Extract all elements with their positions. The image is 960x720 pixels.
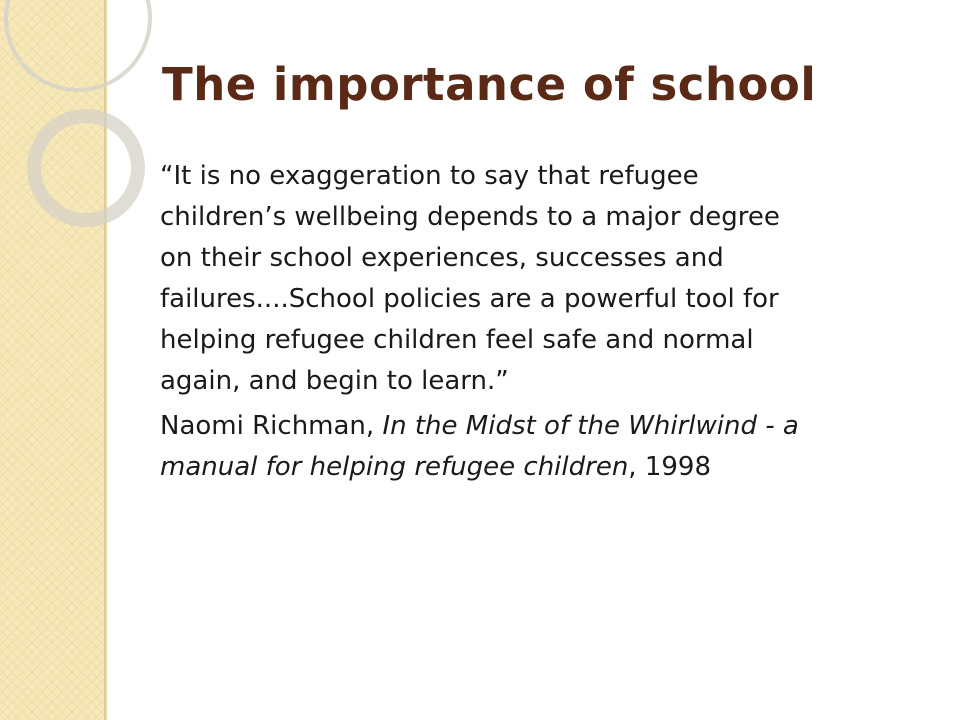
quote-line-5: helping refugee children feel safe and normal [160,325,754,355]
slide-title: The importance of school [162,58,817,111]
citation-block [160,406,880,488]
quote-line-6: again, and begin to learn.” [160,366,509,396]
citation-author: Naomi Richman, [160,411,383,441]
citation-year: , 1998 [628,452,711,482]
citation-line-2 [160,447,880,488]
quote-line-2: children’s wellbeing depends to a major degree [160,202,780,232]
citation-book-title-part1: In the Midst of the Whirlwind - a [382,411,799,441]
decorative-circles [0,0,160,260]
quote-line-4: failures....School policies are a powerful tool for [160,284,779,314]
decorative-circle-large [6,0,150,90]
quote-line-3: on their school experiences, successes and [160,243,724,273]
quote-block [160,156,880,402]
citation-line-1 [160,406,880,447]
citation-book-title-part2: manual for helping refugee children [160,452,629,482]
quote-line-1: “It is no exaggeration to say that refugee [160,161,699,191]
decorative-circle-small [34,116,138,220]
